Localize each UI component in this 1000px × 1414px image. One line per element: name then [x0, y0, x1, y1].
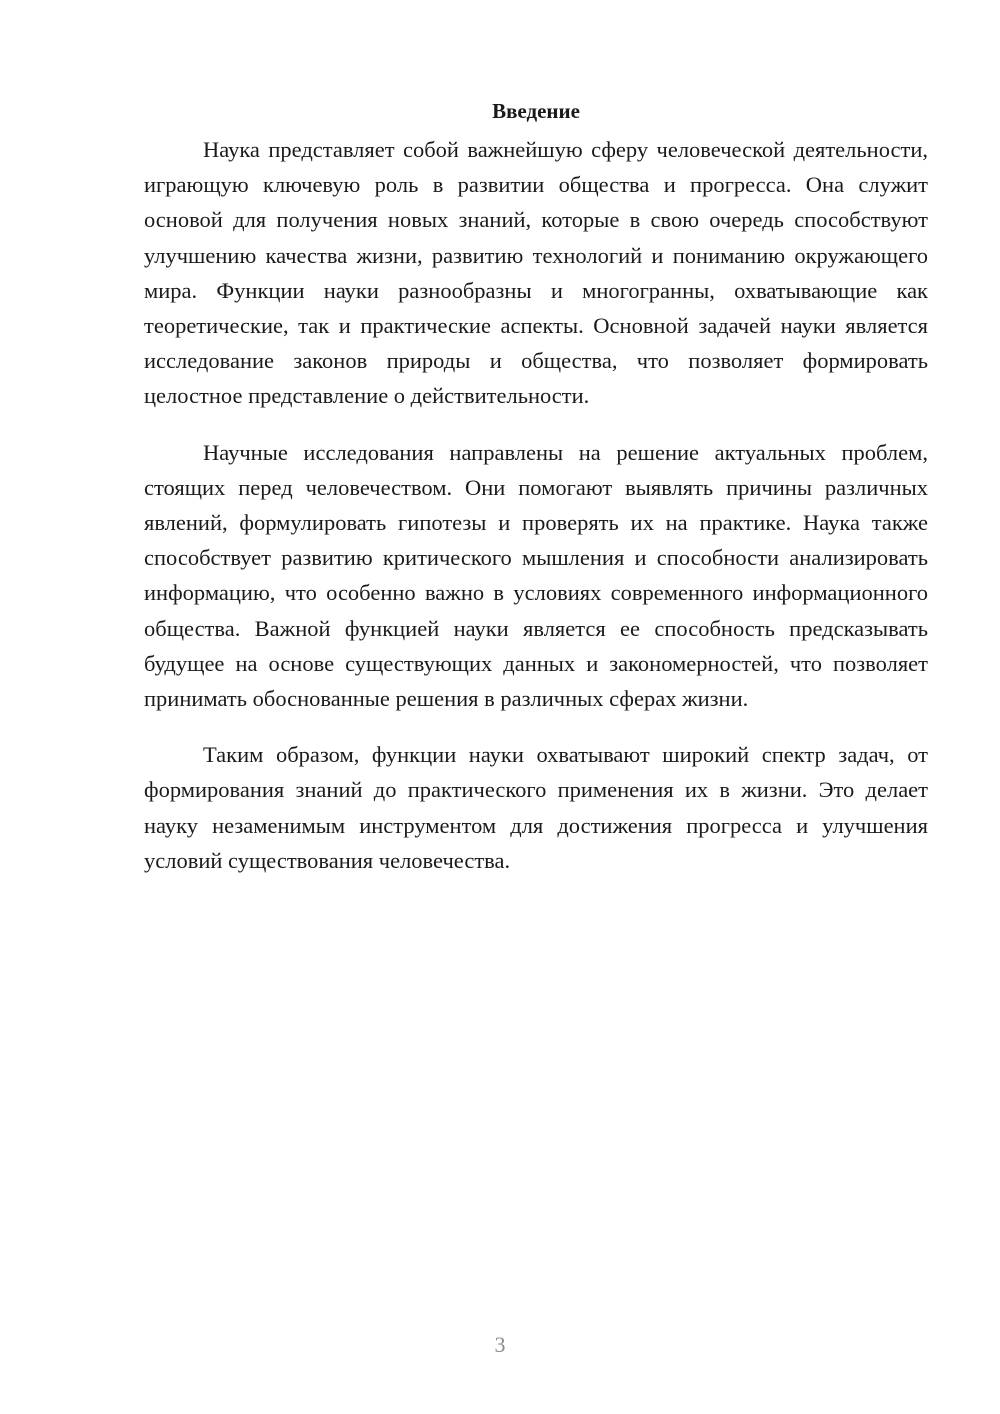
- page-content: [144, 96, 928, 899]
- page-number: 3: [494, 1332, 506, 1357]
- paragraph-3: Таким образом, функции науки охватывают широкий спектр задач, от формирования знаний до практического применения их в жизни. Это делает науку незаменимым инструментом для достижения прогресса и улучшения условий существования человечества.: [144, 742, 928, 873]
- paragraph-1: Наука представляет собой важнейшую сферу человеческой деятельности, играющую ключевую роль в развитии общества и прогресса. Она служит основой для получения новых знаний, которые в свою очередь способствуют улучшению качества жизни, развитию технологий и пониманию окружающего мира. Функции науки разнообразны и многогранны, охватывающие как теоретические, так и практические аспекты. Основной задачей науки является исследование законов природы и общества, что позволяет формировать целостное представление о действительности.: [144, 137, 928, 409]
- section-heading: Введение: [492, 99, 580, 123]
- paragraph-2: Научные исследования направлены на решение актуальных проблем, стоящих перед человечеством. Они помогают выявлять причины различных явлений, формулировать гипотезы и проверять их на практике. Наука также способствует развитию критического мышления и способности анализировать информацию, что особенно важно в условиях современного информационного общества. Важной функцией науки является ее способность предсказывать будущее на основе существующих данных и закономерностей, что позволяет принимать обоснованные решения в различных сферах жизни.: [144, 439, 928, 712]
